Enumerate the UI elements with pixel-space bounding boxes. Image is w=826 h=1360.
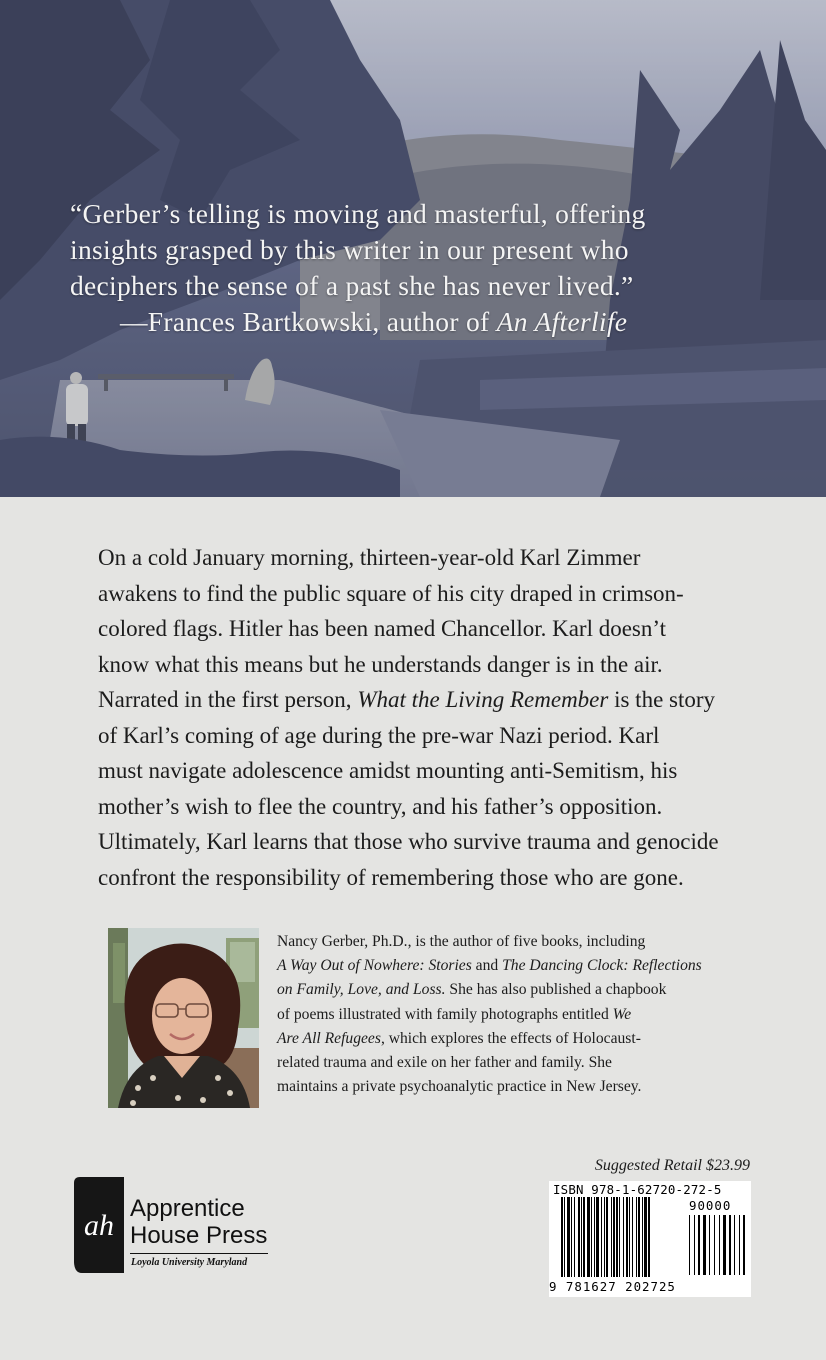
barcode-bar	[574, 1197, 575, 1277]
quote-line: “Gerber’s telling is moving and masterful, offering	[70, 198, 646, 229]
addon-bar	[714, 1215, 715, 1275]
publisher-monogram: ah	[84, 1209, 114, 1242]
barcode-bar	[567, 1197, 570, 1277]
synopsis-line: On a cold January morning, thirteen-year-old Karl Zimmer	[98, 545, 641, 570]
addon-bar	[694, 1215, 695, 1275]
barcode-bar	[601, 1197, 602, 1277]
barcode-bar	[619, 1197, 620, 1277]
synopsis-line: must navigate adolescence amidst mounting anti-Semitism, his	[98, 758, 678, 783]
addon-bar	[703, 1215, 706, 1275]
synopsis-line	[98, 682, 738, 718]
barcode-bar	[594, 1197, 595, 1277]
barcode-bar	[648, 1197, 650, 1277]
barcode-bar	[636, 1197, 637, 1277]
suggested-retail-price: Suggested Retail $23.99	[594, 1157, 750, 1174]
barcode-bar	[578, 1197, 580, 1277]
barcode-bar	[583, 1197, 585, 1277]
author-photo	[108, 928, 259, 1108]
bio-line: Nancy Gerber, Ph.D., is the author of five books, including	[277, 933, 646, 950]
synopsis-line: Ultimately, Karl learns that those who survive trauma and genocide	[98, 829, 719, 854]
publisher-logo	[74, 1177, 284, 1277]
barcode-bar	[642, 1197, 643, 1277]
author-bio	[277, 930, 727, 1099]
bio-line: related trauma and exile on her father and family. She	[277, 1054, 612, 1072]
barcode-bar	[581, 1197, 582, 1277]
bio-text: and	[471, 957, 503, 975]
barcode-bar	[626, 1197, 628, 1277]
barcode-bar	[632, 1197, 633, 1277]
addon-bar	[729, 1215, 731, 1275]
isbn-barcode	[549, 1181, 751, 1297]
barcode-bar	[561, 1197, 563, 1277]
bio-line: maintains a private psychoanalytic practice in New Jersey.	[277, 1078, 642, 1096]
addon-bar	[739, 1215, 740, 1275]
barcode-bar	[604, 1197, 605, 1277]
barcode-bar	[644, 1197, 647, 1277]
book-icon	[74, 1177, 124, 1273]
attribution-book-title: An Afterlife	[496, 306, 628, 337]
author-portrait	[108, 928, 259, 1108]
synopsis-line: of Karl’s coming of age during the pre-war Nazi period. Karl	[98, 722, 660, 748]
isbn-label: ISBN 978-1-62720-272-5	[553, 1182, 722, 1197]
barcode-bar	[596, 1197, 599, 1277]
book-title: What the Living Remember	[357, 687, 609, 712]
barcode-bar	[564, 1197, 565, 1277]
bio-line	[277, 978, 727, 1002]
book-title: A Way Out of Nowhere: Stories	[277, 957, 472, 975]
book-title: Are All Refugees	[277, 1029, 381, 1047]
barcode-bar	[587, 1197, 590, 1277]
barcode-bar	[611, 1197, 612, 1277]
barcode-bar	[638, 1197, 640, 1277]
attribution-author: —Frances Bartkowski, author of	[120, 306, 497, 337]
barcode-addon: 90000	[689, 1198, 732, 1213]
addon-bar	[709, 1215, 710, 1275]
bio-line	[277, 1003, 727, 1027]
addon-bar	[734, 1215, 735, 1275]
bio-line	[277, 954, 727, 978]
bio-text: She has also published a chapbook	[445, 981, 667, 999]
addon-bar	[698, 1215, 700, 1275]
barcode-bar	[571, 1197, 572, 1277]
synopsis-line: know what this means but he understands danger is in the air.	[98, 651, 663, 677]
barcode-bar	[623, 1197, 624, 1277]
bio-line	[277, 1027, 727, 1051]
publisher-affiliation: Loyola University Maryland	[131, 1257, 248, 1268]
addon-bar	[689, 1215, 690, 1275]
synopsis-line: awakens to find the public square of his city draped in crimson-	[98, 580, 684, 606]
bio-text: , which explores the effects of Holocaust-	[380, 1029, 641, 1047]
bio-text: of poems illustrated with family photographs entitled	[277, 1005, 613, 1023]
publisher-name-line1: Apprentice	[130, 1195, 245, 1222]
quote-attribution	[70, 304, 770, 340]
addon-bar	[719, 1215, 720, 1275]
barcode-bar	[629, 1197, 630, 1277]
addon-bar	[723, 1215, 726, 1275]
endorsement-quote	[70, 196, 770, 340]
book-title: on Family, Love, and Loss.	[277, 981, 446, 999]
synopsis-line: mother’s wish to flee the country, and his father’s opposition.	[98, 793, 663, 819]
publisher-name-line2: House Press	[130, 1222, 268, 1249]
barcode-digits: 9 781627 202725	[549, 1279, 676, 1294]
cover-photo	[0, 0, 826, 497]
barcode-bar	[606, 1197, 608, 1277]
book-title: The Dancing Clock: Reflections	[502, 957, 702, 975]
publisher-name	[130, 1195, 267, 1249]
synopsis-text: Narrated in the first person,	[98, 687, 358, 712]
addon-bar	[743, 1215, 745, 1275]
logo-divider	[130, 1253, 268, 1254]
book-synopsis	[98, 540, 738, 895]
quote-line: insights grasped by this writer in our present who	[70, 234, 629, 265]
synopsis-text: is the story	[608, 687, 716, 712]
synopsis-line: confront the responsibility of remembering those who are gone.	[98, 864, 684, 890]
barcode-bar	[616, 1197, 618, 1277]
barcode-bar	[591, 1197, 592, 1277]
synopsis-line: colored flags. Hitler has been named Chancellor. Karl doesn’t	[98, 616, 667, 641]
barcode-bar	[613, 1197, 615, 1277]
quote-line: deciphers the sense of a past she has never lived.”	[70, 270, 634, 301]
book-title: We	[612, 1005, 632, 1023]
